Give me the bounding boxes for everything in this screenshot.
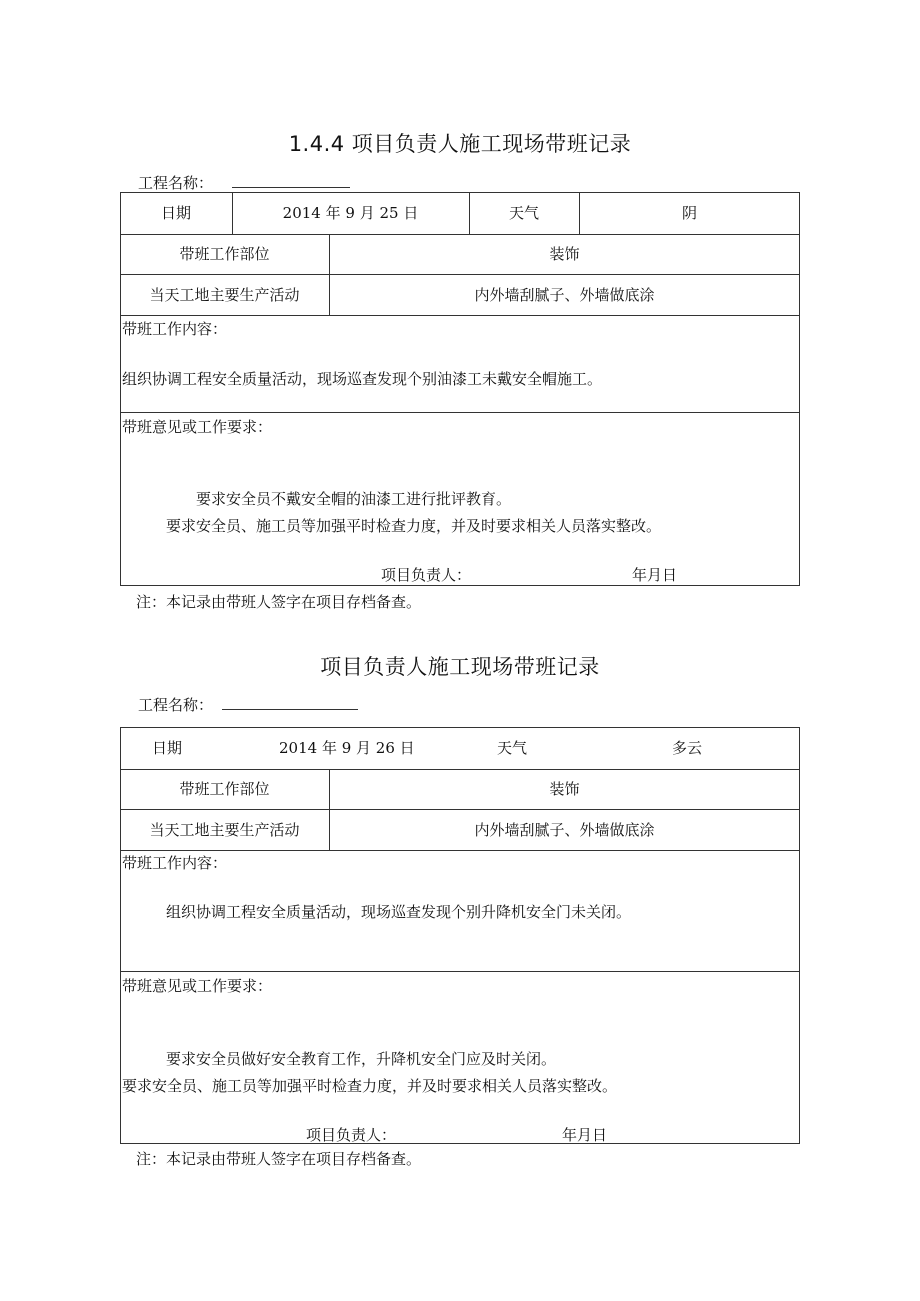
content-text: 组织协调工程安全质量活动，现场巡查发现个别升降机安全门未关闭。 xyxy=(166,903,632,921)
weather-value: 阴 xyxy=(681,204,697,222)
project-name-field[interactable] xyxy=(232,187,350,188)
opinion-line-1: 要求安全员不戴安全帽的油漆工进行批评教育。 xyxy=(196,490,512,508)
content-label: 带班工作内容： xyxy=(122,854,228,872)
opinion-line-2: 要求安全员、施工员等加强平时检查力度，并及时要求相关人员落实整改。 xyxy=(122,1077,618,1095)
opinion-label: 带班意见或工作要求： xyxy=(122,977,273,995)
weather-value: 多云 xyxy=(672,739,703,757)
date-label: 日期 xyxy=(152,739,183,757)
dept-value: 装饰 xyxy=(549,245,580,263)
activity-label: 当天工地主要生产活动 xyxy=(149,821,300,839)
activity-value: 内外墙刮腻子、外墙做底涂 xyxy=(474,821,655,839)
signer-label: 项目负责人： xyxy=(306,1126,397,1144)
date-label: 日期 xyxy=(160,204,191,222)
record-note: 注：本记录由带班人签字在项目存档备查。 xyxy=(136,593,422,611)
record-note: 注：本记录由带班人签字在项目存档备查。 xyxy=(136,1150,422,1168)
sign-date-label: 年月日 xyxy=(562,1126,608,1144)
content-text: 组织协调工程安全质量活动，现场巡查发现个别油漆工未戴安全帽施工。 xyxy=(122,370,603,388)
dept-label: 带班工作部位 xyxy=(179,780,270,798)
weather-label: 天气 xyxy=(508,204,539,222)
date-value: 2014 年 9 月 25 日 xyxy=(282,204,419,222)
record-1-title: 1.4.4 项目负责人施工现场带班记录 xyxy=(288,132,632,156)
project-name-field[interactable] xyxy=(222,709,358,710)
sign-date-label: 年月日 xyxy=(632,566,678,584)
date-value: 2014 年 9 月 26 日 xyxy=(279,739,415,757)
dept-label: 带班工作部位 xyxy=(179,245,270,263)
project-name-label: 工程名称： xyxy=(138,174,214,192)
record-2-title: 项目负责人施工现场带班记录 xyxy=(320,655,600,679)
dept-value: 装饰 xyxy=(549,780,580,798)
content-label: 带班工作内容： xyxy=(122,320,228,338)
opinion-line-2: 要求安全员、施工员等加强平时检查力度，并及时要求相关人员落实整改。 xyxy=(166,517,662,535)
activity-value: 内外墙刮腻子、外墙做底涂 xyxy=(474,286,655,304)
weather-label: 天气 xyxy=(497,739,528,757)
activity-label: 当天工地主要生产活动 xyxy=(149,286,300,304)
signer-label: 项目负责人： xyxy=(381,566,472,584)
opinion-line-1: 要求安全员做好安全教育工作，升降机安全门应及时关闭。 xyxy=(166,1050,557,1068)
opinion-label: 带班意见或工作要求： xyxy=(122,418,273,436)
project-name-label: 工程名称： xyxy=(138,696,214,714)
